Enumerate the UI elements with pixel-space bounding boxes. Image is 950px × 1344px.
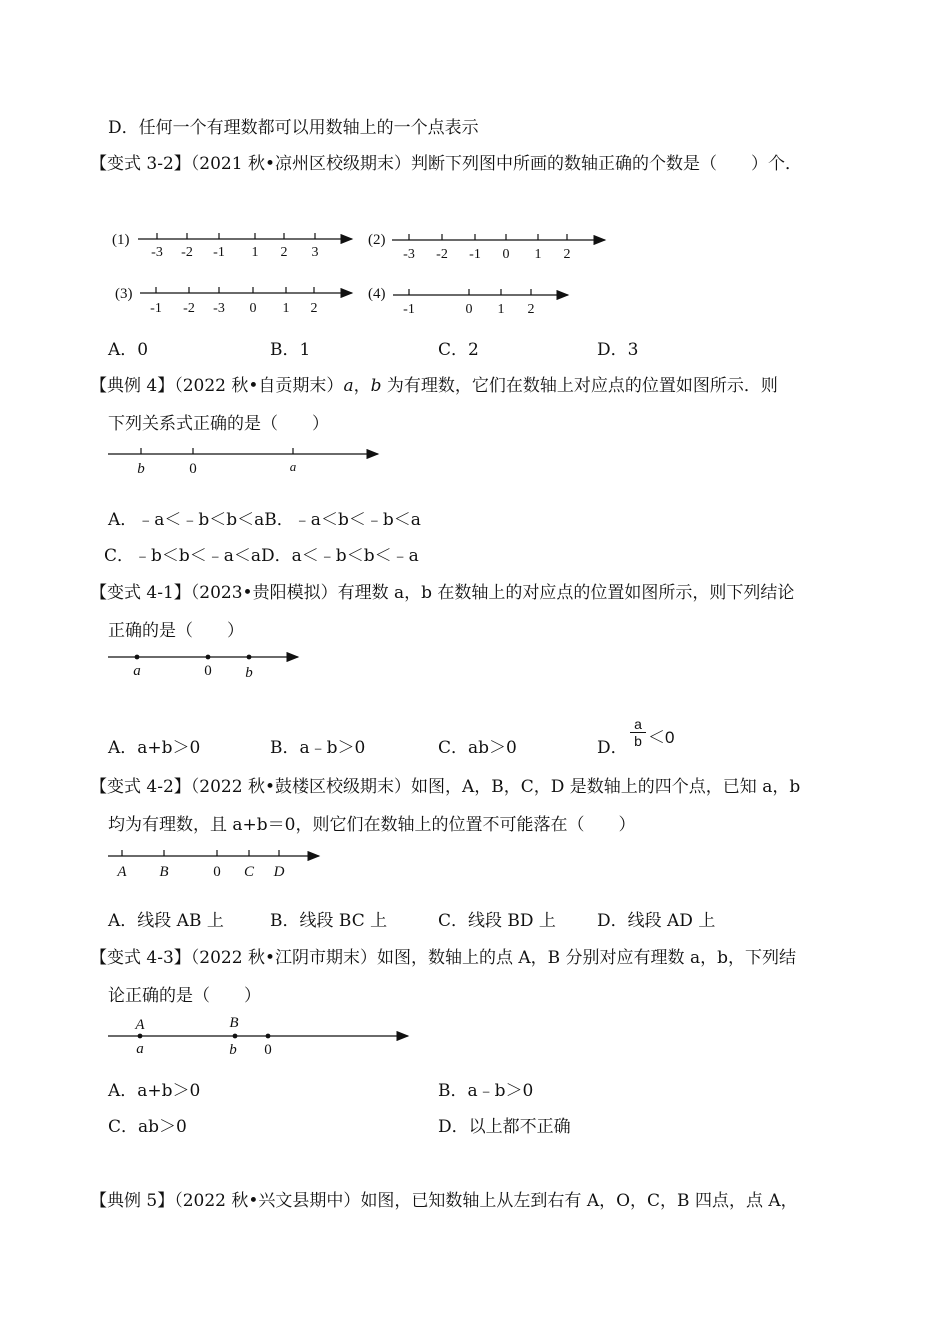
option-cd: C．﹣b＜b＜﹣a＜aD．a＜﹣b＜b＜﹣a (104, 546, 419, 566)
fraction-a-over-b (630, 716, 646, 749)
question-stem: 如图，A，B，C，D 是数轴上的四个点，已知 a，b (410, 777, 801, 797)
tick-label: -2 (183, 301, 195, 316)
point-label-A: A (135, 1017, 145, 1033)
point-b (233, 1034, 238, 1039)
question-stem-line2: 论正确的是（ ） (108, 986, 261, 1006)
option-b: B．1 (270, 340, 311, 360)
d4-ticks (141, 448, 293, 454)
point-label-a: a (289, 459, 297, 474)
fig1-ticks (157, 233, 315, 239)
option-a: A．0 (108, 340, 149, 360)
fraction-denominator: b (634, 733, 642, 749)
tick-label: -1 (150, 301, 162, 316)
option-d-statement: D．任何一个有理数都可以用数轴上的一个点表示 (108, 118, 479, 138)
question-stem: 如图，已知数轴上从左到右有 A，O，C，B 四点，点 A， (360, 1191, 798, 1211)
question-stem-line2: 均为有理数，且 a+b＝0，则它们在数轴上的位置不可能落在（ ） (108, 815, 636, 835)
question-stem-line2: 正确的是（ ） (108, 621, 244, 641)
question-d4: 【典例 4】（2022 秋•自贡期末）a，b 为有理数，它们在数轴上对应点的位置如图所示．则 (90, 376, 778, 396)
option-c: C．ab＞0 (108, 1117, 187, 1137)
option-b: B．线段 BC 上 (270, 911, 388, 931)
option-a: A．a+b＞0 (108, 1081, 201, 1101)
tick-label: -1 (213, 245, 225, 260)
question-source: （2022 秋•鼓楼区校级期末） (190, 777, 411, 797)
option-b: B．a﹣b＞0 (270, 738, 366, 758)
fraction-numerator: a (634, 716, 642, 732)
fig1-label: (1) (112, 232, 130, 248)
question-source: （2023•贵阳模拟） (190, 583, 338, 603)
var-b: b (370, 376, 382, 396)
point-label-b: b (137, 461, 145, 477)
question-stem: 如图，数轴上的点 A，B 分别对应有理数 a，b，下列结 (376, 948, 796, 968)
option-d: D．以上都不正确 (438, 1117, 571, 1137)
question-tag: 【变式 3-2】 (90, 154, 191, 174)
fig2-ticks (409, 234, 567, 240)
question-source: （2022 秋•自贡期末） (174, 376, 344, 396)
question-tag: 【典例 5】 (90, 1191, 175, 1211)
question-source: （2022 秋•兴文县期中） (174, 1191, 361, 1211)
point-0 (266, 1034, 271, 1039)
option-c: C．2 (438, 340, 479, 360)
tick-label: 2 (527, 302, 535, 317)
point-label-D: D (273, 864, 285, 880)
question-stem: 为有理数，它们在数轴上对应点的位置如图所示．则 (386, 376, 778, 396)
point-label-C: C (243, 864, 255, 880)
fig3-ticks (156, 287, 314, 293)
question-source: （2022 秋•江阴市期末） (190, 948, 377, 968)
option-c: C．线段 BD 上 (438, 911, 556, 931)
question-stem: 判断下列图中所画的数轴正确的个数是（ ）个． (410, 154, 802, 174)
fig4-ticks (409, 289, 531, 295)
point-label-0: 0 (213, 864, 221, 880)
question-v4-3 (90, 947, 796, 969)
question-source: （2021 秋•凉州区校级期末） (190, 154, 411, 174)
tick-label: -3 (403, 247, 415, 262)
point-label-b: b (229, 1042, 237, 1058)
option-d: D．线段 AD 上 (597, 911, 716, 931)
point-label-B: B (229, 1015, 239, 1031)
tick-label: 3 (311, 245, 319, 260)
point-label-A: A (117, 864, 127, 880)
point-a (138, 1034, 143, 1039)
option-d: D． (597, 738, 628, 758)
var-a: a (343, 376, 354, 396)
option-ab: A．﹣a＜﹣b＜b＜aB．﹣a＜b＜﹣b＜a (108, 510, 421, 530)
tick-label: 0 (249, 301, 257, 316)
fraction-comparison: ＜0 (648, 728, 675, 747)
point-a (135, 655, 140, 660)
tick-label: 1 (534, 247, 542, 262)
option-a: A．a+b＞0 (108, 738, 201, 758)
tick-label: -1 (469, 247, 481, 262)
question-stem: 有理数 a，b 在数轴上的对应点的位置如图所示，则下列结论 (337, 583, 795, 603)
tick-label: 1 (497, 302, 505, 317)
tick-label: -3 (213, 301, 225, 316)
tick-label: 1 (282, 301, 290, 316)
question-v4-1 (90, 582, 794, 604)
question-stem-line2: 下列关系式正确的是（ ） (108, 414, 329, 434)
point-label-b: b (245, 665, 253, 681)
option-b: B．a﹣b＞0 (438, 1081, 534, 1101)
tick-label: 1 (251, 245, 259, 260)
option-d: D．3 (597, 340, 639, 360)
point-label-0: 0 (204, 663, 212, 679)
point-label-0: 0 (189, 461, 197, 477)
tick-label: 2 (280, 245, 288, 260)
v42-ticks (122, 850, 279, 856)
option-a: A．线段 AB 上 (108, 911, 224, 931)
fig4-label: (4) (368, 286, 386, 302)
question-d5 (90, 1190, 798, 1212)
point-b (247, 655, 252, 660)
question-tag: 【典例 4】 (90, 376, 175, 396)
point-label-a: a (133, 663, 141, 679)
tick-label: -2 (181, 245, 193, 260)
question-tag: 【变式 4-2】 (90, 777, 191, 797)
option-c: C．ab＞0 (438, 738, 517, 758)
point-label-B: B (159, 864, 169, 880)
tick-label: 0 (502, 247, 510, 262)
tick-label: -1 (403, 302, 415, 317)
point-0 (206, 655, 211, 660)
point-label-a: a (136, 1041, 144, 1057)
fig2-label: (2) (368, 232, 386, 248)
question-v4-2 (90, 776, 800, 798)
tick-label: 0 (465, 302, 473, 317)
point-label-0: 0 (264, 1042, 272, 1058)
tick-label: -3 (151, 245, 163, 260)
question-tag: 【变式 4-1】 (90, 583, 191, 603)
question-tag: 【变式 4-3】 (90, 948, 191, 968)
fig3-label: (3) (115, 286, 133, 302)
tick-label: -2 (436, 247, 448, 262)
tick-label: 2 (310, 301, 318, 316)
tick-label: 2 (563, 247, 571, 262)
